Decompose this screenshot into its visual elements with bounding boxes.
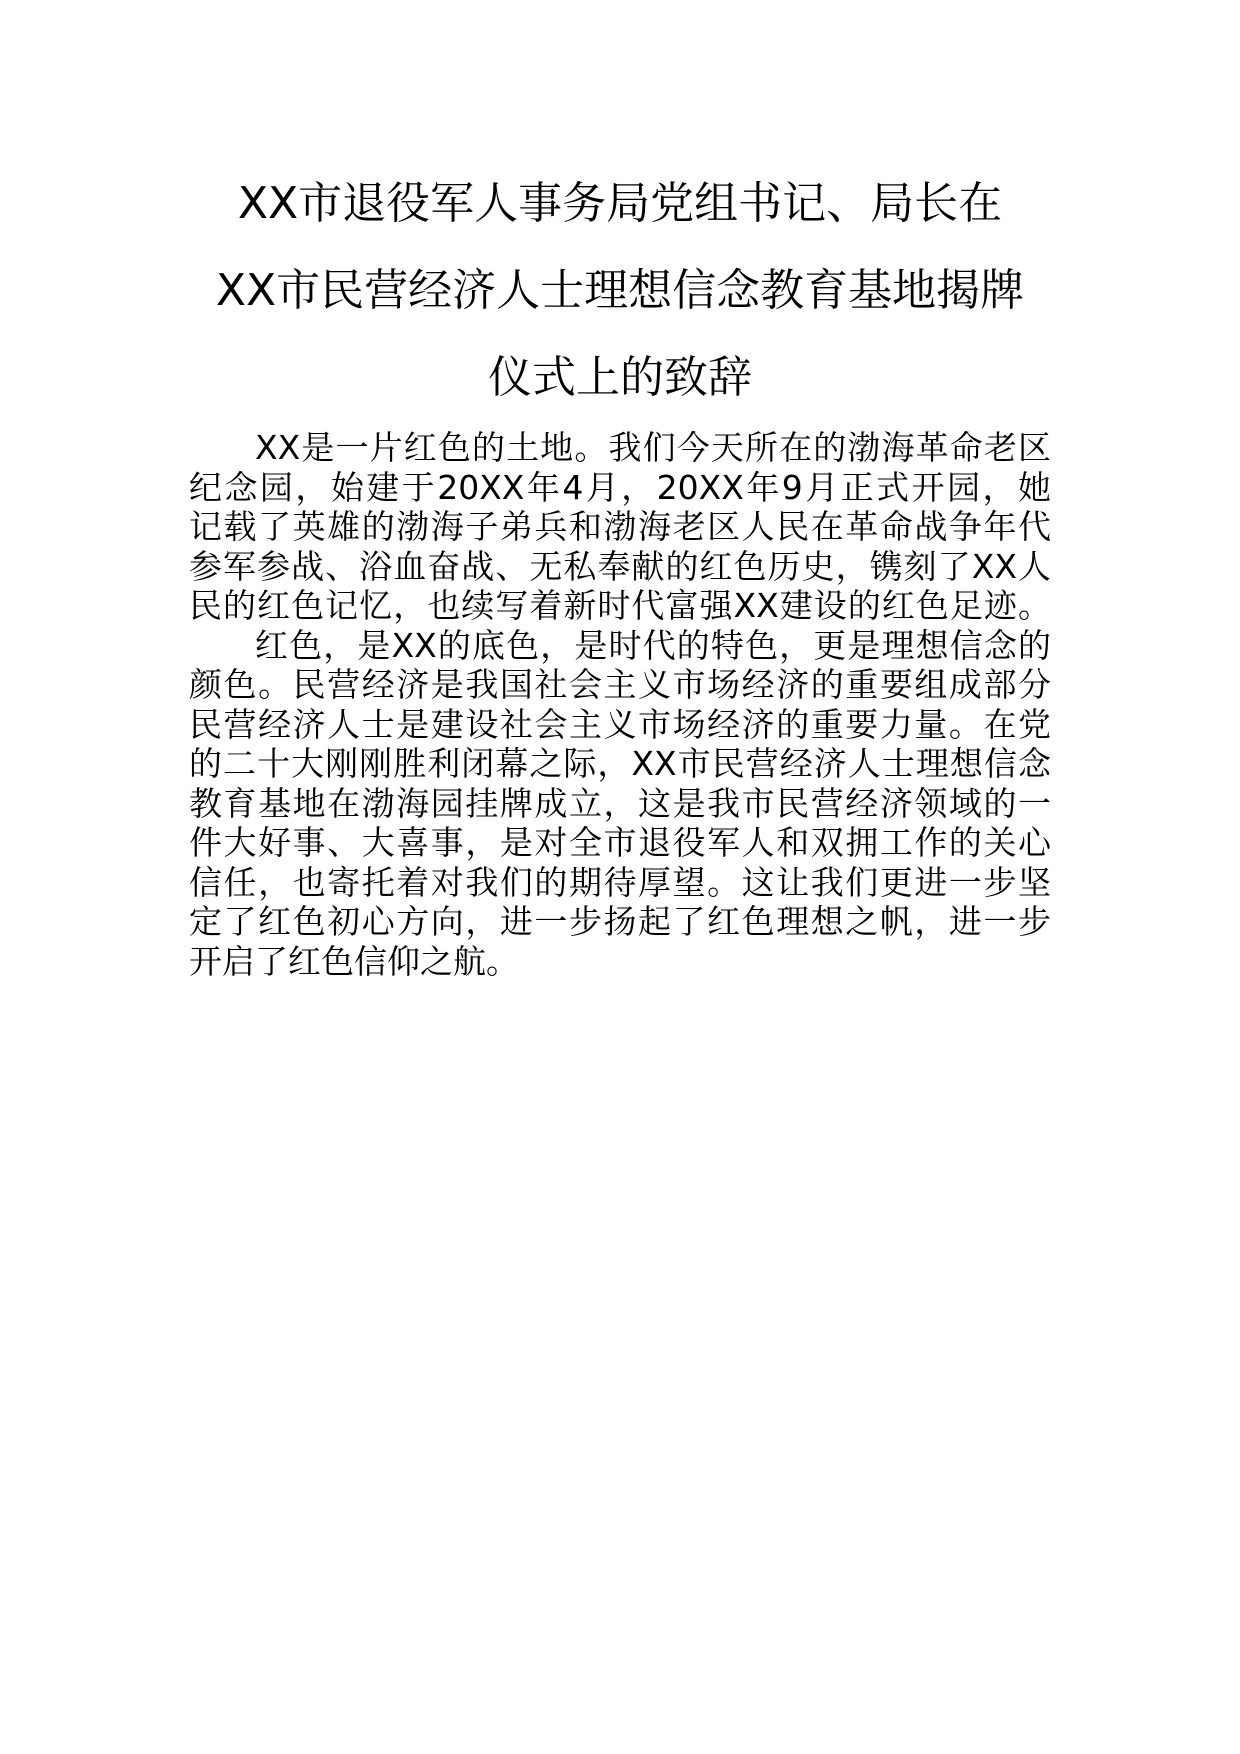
title-line: XX市退役军人事务局党组书记、局长在 [237,178,1003,229]
text-line: 件大好事、大喜事，是对全市退役军人和双拥工作的关心 [189,823,1051,862]
text-line: 开启了红色信仰之航。 [189,941,519,981]
text-line: 的二十大刚刚胜利闭幕之际，XX市民营经济人士理想信念 [189,744,1051,783]
text-line: 记载了英雄的渤海子弟兵和渤海老区人民在革命战争年代 [189,507,1051,546]
text-line: 红色，是XX的底色，是时代的特色，更是理想信念的 [255,625,1051,665]
text-line: XX是一片红色的土地。我们今天所在的渤海革命老区 [255,428,1051,467]
paragraph-2 [189,626,1051,982]
text-line: 民营经济人士是建设社会主义市场经济的重要力量。在党 [189,704,1051,744]
text-line: 民的红色记忆，也续写着新时代富强XX建设的红色足迹。 [189,586,1051,625]
text-line: 参军参战、浴血奋战、无私奉献的红色历史，镌刻了XX人 [189,546,1051,586]
paragraph-1 [189,428,1051,626]
title-line: 仪式上的致辞 [488,352,752,403]
title-line: XX市民营经济人士理想信念教育基地揭牌 [215,265,1025,316]
text-line: 纪念园，始建于20XX年4月，20XX年9月正式开园，她 [189,467,1051,507]
text-line: 颜色。民营经济是我国社会主义市场经济的重要组成部分 [189,665,1051,704]
text-line: 信任，也寄托着对我们的期待厚望。这让我们更进一步坚 [189,862,1051,902]
document-body [189,428,1051,981]
document-title [189,160,1051,421]
text-line: 定了红色初心方向，进一步扬起了红色理想之帆，进一步 [189,902,1051,941]
text-line: 教育基地在渤海园挂牌成立，这是我市民营经济领域的一 [189,783,1051,823]
